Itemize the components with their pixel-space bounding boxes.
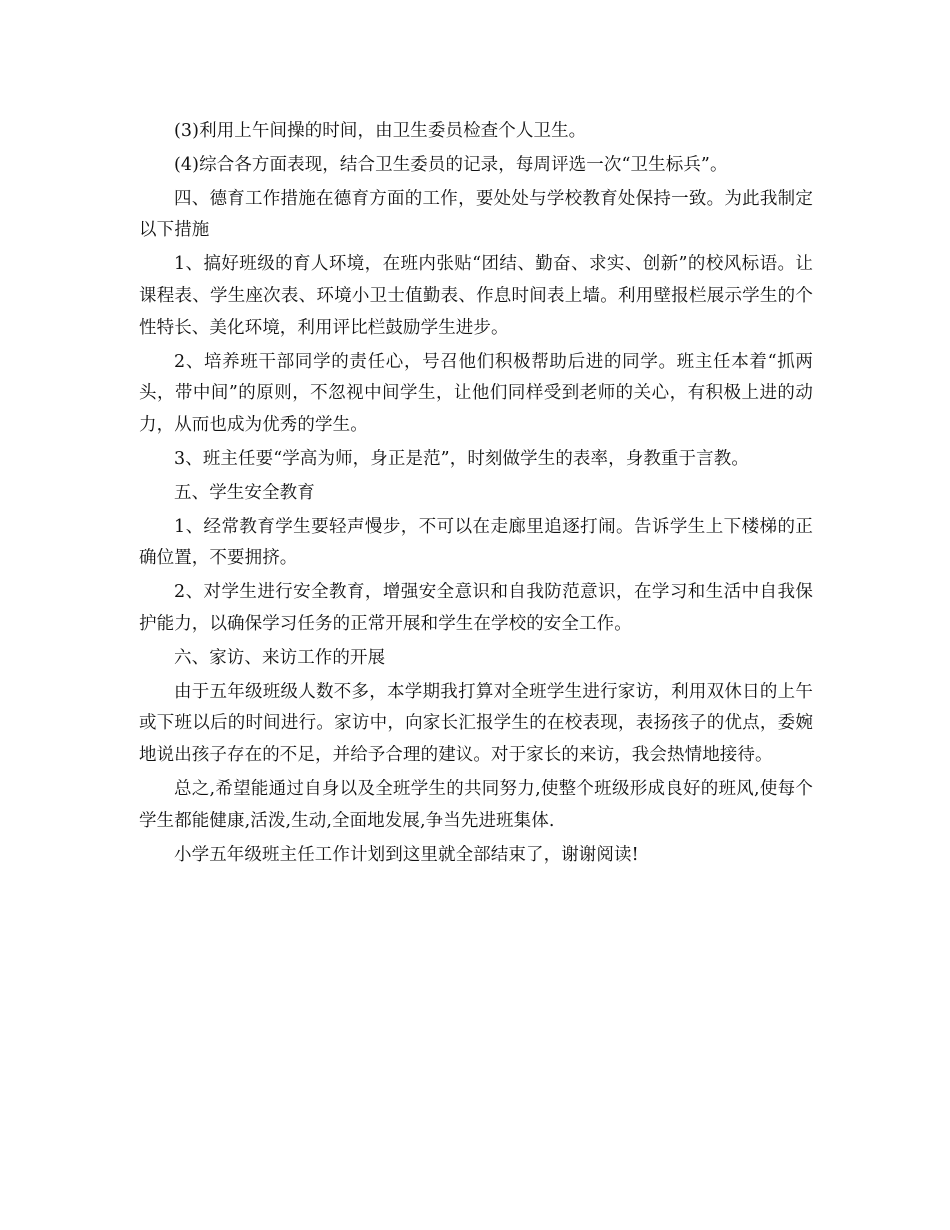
- paragraph-safety-stairs: 1、经常教育学生要轻声慢步，不可以在走廊里追逐打闹。告诉学生上下楼梯的正确位置，不要拥挤。: [139, 516, 813, 569]
- heading-home-visits: 六、家访、来访工作的开展: [174, 647, 386, 668]
- paragraph-class-cadres: 2、培养班干部同学的责任心，号召他们积极帮助后进的同学。班主任本着“抓两头，带中间”的原则，不忽视中间学生，让他们同样受到老师的关心，有积极上进的动力，从而也成为优秀的学生。: [139, 351, 813, 436]
- heading-moral-education: 四、德育工作措施在德育方面的工作，要处处与学校教育处保持一致。为此我制定以下措施: [139, 188, 813, 241]
- paragraph-conclusion: 总之,希望能通过自身以及全班学生的共同努力,使整个班级形成良好的班风,使每个学生都能健康,活泼,生动,全面地发展,争当先进班集体.: [139, 778, 813, 831]
- paragraph-home-visits: 由于五年级班级人数不多，本学期我打算对全班学生进行家访，利用双休日的上午或下班以后的时间进行。家访中，向家长汇报学生的在校表现，表扬孩子的优点，委婉地说出孩子存在的不足，并给予合理的建议。对于家长的来访，我会热情地接待。: [139, 681, 813, 766]
- paragraph-teacher-example: 3、班主任要“学高为师，身正是范”，时刻做学生的表率，身教重于言教。: [174, 448, 749, 469]
- paragraph-hygiene-check: (3)利用上午间操的时间，由卫生委员检查个人卫生。: [174, 121, 587, 141]
- heading-safety-education: 五、学生安全教育: [174, 482, 315, 503]
- paragraph-safety-awareness: 2、对学生进行安全教育，增强安全意识和自我防范意识，在学习和生活中自我保护能力，以确保学习任务的正常开展和学生在学校的安全工作。: [139, 582, 813, 634]
- paragraph-hygiene-award: (4)综合各方面表现，结合卫生委员的记录，每周评选一次“卫生标兵”。: [174, 154, 728, 175]
- document-body: [139, 116, 813, 873]
- paragraph-class-environment: 1、搞好班级的育人环境，在班内张贴“团结、勤奋、求实、创新”的校风标语。让课程表、学生座次表、环境小卫士值勤表、作息时间表上墙。利用壁报栏展示学生的个性特长、美化环境，利用评比栏鼓励学生进步。: [139, 254, 813, 338]
- paragraph-closing: 小学五年级班主任工作计划到这里就全部结束了，谢谢阅读!: [174, 844, 639, 865]
